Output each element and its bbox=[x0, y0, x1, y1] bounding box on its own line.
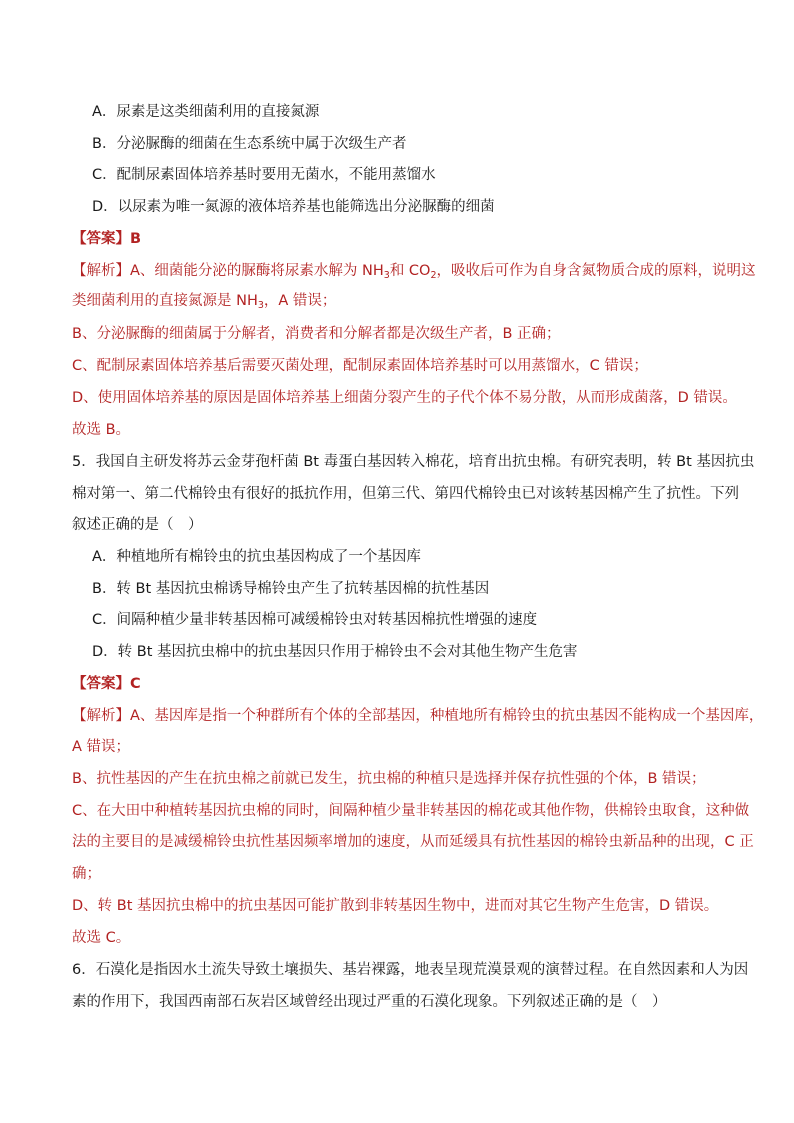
q4-analysis-line: 类细菌利用的直接氮源是 $NH_3$，A 错误； bbox=[72, 293, 337, 311]
q5-analysis-line: 法的主要目的是减缓棉铃虫抗性基因频率增加的速度，从而延缓具有抗性基因的棉铃虫新品种的出现，C 正 bbox=[72, 834, 754, 850]
q4-option-d: D．以尿素为唯一氮源的液体培养基也能筛选出分泌脲酶的细菌 bbox=[92, 199, 495, 215]
q4-answer: 【答案】B bbox=[72, 231, 142, 247]
q5-stem-line: 棉对第一、第二代棉铃虫有很好的抵抗作用，但第三代、第四代棉铃虫已对该转基因棉产生了抗性。下列 bbox=[72, 486, 739, 502]
q5-option-b: B．转 Bt 基因抗虫棉诱导棉铃虫产生了抗转基因棉的抗性基因 bbox=[92, 581, 490, 597]
q4-option-c: C．配制尿素固体培养基时要用无菌水，不能用蒸馏水 bbox=[92, 167, 436, 183]
q4-analysis-line: D、使用固体培养基的原因是固体培养基上细菌分裂产生的子代个体不易分散，从而形成菌落，D 错误。 bbox=[72, 390, 737, 406]
q6-stem-line: 6．石漠化是指因水土流失导致土壤损失、基岩裸露，地表呈现荒漠景观的演替过程。在自然因素和人为因 bbox=[72, 962, 749, 978]
q5-stem-line: 叙述正确的是（ ） bbox=[72, 517, 203, 533]
q4-conclusion: 故选 B。 bbox=[72, 422, 131, 438]
q5-conclusion: 故选 C。 bbox=[72, 930, 131, 946]
q5-analysis-line: C、在大田中种植转基因抗虫棉的同时，间隔种植少量非转基因的棉花或其他作物，供棉铃虫取食，这种做 bbox=[72, 803, 750, 819]
q5-analysis-line: D、转 Bt 基因抗虫棉中的抗虫基因可能扩散到非转基因生物中，进而对其它生物产生危害，D 错误。 bbox=[72, 898, 719, 914]
q5-analysis-line: B、抗性基因的产生在抗虫棉之前就已发生，抗虫棉的种植只是选择并保存抗性强的个体，B 错误； bbox=[72, 771, 706, 787]
q5-analysis-line: A 错误； bbox=[72, 739, 131, 755]
q4-analysis-line: B、分泌脲酶的细菌属于分解者，消费者和分解者都是次级生产者，B 正确； bbox=[72, 326, 561, 342]
q5-option-a: A．种植地所有棉铃虫的抗虫基因构成了一个基因库 bbox=[92, 549, 421, 565]
q4-option-a: A．尿素是这类细菌利用的直接氮源 bbox=[92, 104, 320, 120]
q5-analysis-line: 【解析】A、基因库是指一个种群所有个体的全部基因，种植地所有棉铃虫的抗虫基因不能构成一个基因库， bbox=[72, 708, 764, 724]
q4-analysis-line: C、配制尿素固体培养基后需要灭菌处理，配制尿素固体培养基时可以用蒸馏水，C 错误； bbox=[72, 358, 648, 374]
q5-option-d: D．转 Bt 基因抗虫棉中的抗虫基因只作用于棉铃虫不会对其他生物产生危害 bbox=[92, 644, 578, 660]
q5-stem-line: 5．我国自主研发将苏云金芽孢杆菌 Bt 毒蛋白基因转入棉花，培育出抗虫棉。有研究表明，转 Bt 基因抗虫 bbox=[72, 454, 755, 470]
q6-stem-line: 素的作用下，我国西南部石灰岩区域曾经出现过严重的石漠化现象。下列叙述正确的是（ ） bbox=[72, 994, 667, 1010]
q5-analysis-line: 确； bbox=[72, 866, 101, 882]
q4-option-b: B．分泌脲酶的细菌在生态系统中属于次级生产者 bbox=[92, 136, 407, 152]
q5-option-c: C．间隔种植少量非转基因棉可减缓棉铃虫对转基因棉抗性增强的速度 bbox=[92, 612, 538, 628]
q5-answer: 【答案】C bbox=[72, 676, 141, 692]
q4-analysis-line: 【解析】A、细菌能分泌的脲酶将尿素水解为 $NH_3$和 $CO_2$，吸收后可作为自身含氮物质合成的原料，说明这 bbox=[72, 263, 756, 281]
